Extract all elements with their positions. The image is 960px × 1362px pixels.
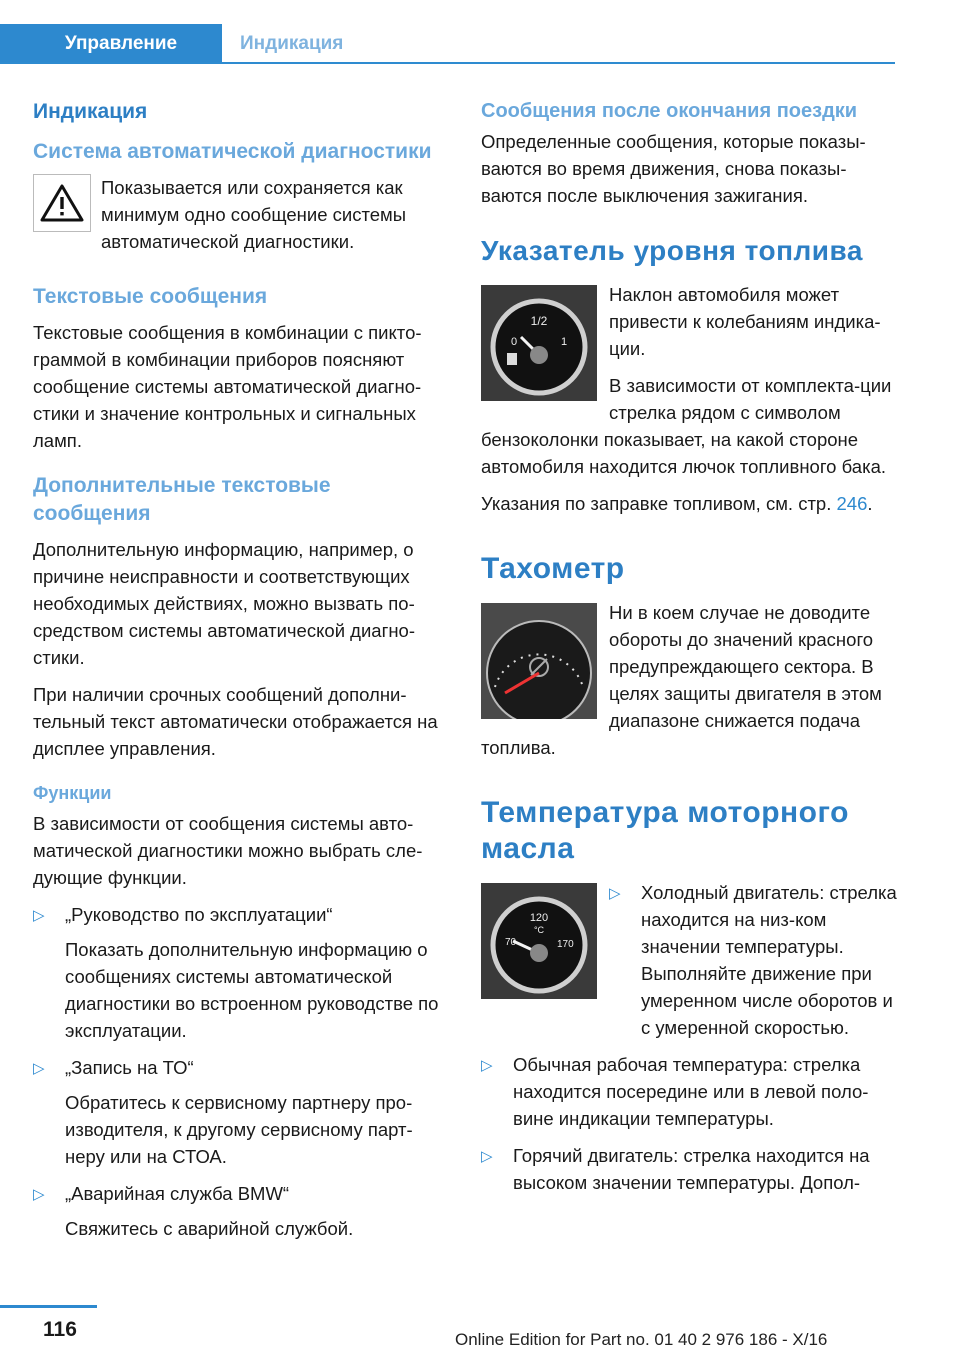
fuel-gauge-image bbox=[481, 285, 597, 401]
list-item bbox=[33, 1180, 449, 1242]
triangle-bullet-icon: ▷ bbox=[481, 1057, 493, 1074]
list-item-label: „Запись на ТО“ bbox=[65, 1057, 194, 1078]
oil-gauge-high-label: 170 bbox=[557, 939, 574, 950]
functions-paragraph: В зависимости от сообщения системы авто-матической диагностики можно выбрать сле-дующие функции. bbox=[33, 813, 423, 888]
extra-messages-paragraph-1: Дополнительную информацию, например, о причине неисправности и соответствующих необходимых действиях, можно вызвать по-средством системы автоматической диагно-стики. bbox=[33, 539, 415, 668]
tab-controls[interactable]: Управление bbox=[0, 24, 222, 64]
fuel-gauge-zero-label: 0 bbox=[511, 336, 518, 348]
tacho-section bbox=[481, 599, 897, 771]
list-item-text: Горячий двигатель: стрелка находится на высоком значении температуры. Допол- bbox=[513, 1145, 870, 1193]
fuel-ref-text: Указания по заправке топливом, см. стр. bbox=[481, 493, 837, 514]
list-item-text: Показать дополнительную информацию о сообщениях системы автоматической диагностики во встроенном руководстве по эксплуатации. bbox=[65, 939, 439, 1041]
list-item-text: Обычная рабочая температура: стрелка находится посередине или в левой поло-вине индикации температуры. bbox=[513, 1054, 869, 1129]
list-item-text: Холодный двигатель: стрелка находится на низ-ком значении температуры. Выполняйте движение при умеренном числе оборотов и с умеренной скоростью. bbox=[641, 882, 897, 1038]
list-item-label: „Аварийная служба BMW“ bbox=[65, 1183, 290, 1204]
text-messages-paragraph: Текстовые сообщения в комбинации с пикто-граммой в комбинации приборов поясняют сообщение системы автоматической диагно-стики и значение контрольных и сигнальных ламп. bbox=[33, 322, 422, 451]
edition-footer: Online Edition for Part no. 01 40 2 976 186 - X/16 bbox=[455, 1330, 828, 1349]
right-column bbox=[481, 98, 897, 1206]
oil-temp-list-cont bbox=[481, 1051, 897, 1196]
fuel-paragraph-1: Наклон автомобиля может привести к колебаниям индика-ции. bbox=[609, 284, 881, 359]
after-trip-title: Сообщения после окончания поездки bbox=[481, 100, 858, 122]
functions-list bbox=[33, 901, 449, 1242]
oil-section bbox=[481, 879, 897, 1051]
diag-title: Система автоматической диагностики bbox=[33, 140, 432, 163]
oil-temp-gauge-image bbox=[481, 883, 597, 999]
tacho-paragraph: Ни в коем случае не доводите обороты до значений красного предупреждающего сектора. В целях защиты двигателя в этом диапазоне снижается подача топлива. bbox=[481, 602, 882, 758]
tacho-title: Тахометр bbox=[481, 552, 625, 585]
tachometer-image bbox=[481, 603, 597, 719]
fuel-paragraph-2: В зависимости от комплекта-ции стрелка рядом с символом бензоколонки показывает, на какой стороне автомобиля находится лючок топливного бака. bbox=[481, 375, 892, 477]
oil-gauge-mid-label: 120 bbox=[529, 912, 549, 924]
footer-divider bbox=[0, 1305, 97, 1308]
list-item bbox=[33, 901, 449, 1044]
fuel-gauge-full-label: 1 bbox=[561, 336, 568, 348]
triangle-bullet-icon: ▷ bbox=[33, 1186, 45, 1203]
fuel-paragraph-3 bbox=[481, 490, 897, 517]
triangle-bullet-icon: ▷ bbox=[609, 885, 621, 902]
left-column bbox=[33, 98, 449, 1252]
oil-gauge-low-label: 70 bbox=[505, 937, 517, 948]
list-item-text: Обратитесь к сервисному партнеру про-изводителя, к другому сервисному парт-неру или на СТОА. bbox=[65, 1092, 413, 1167]
after-trip-paragraph: Определенные сообщения, которые показы-ваются во время движения, снова показы-ваются после выключения зажигания. bbox=[481, 131, 866, 206]
section-title: Индикация bbox=[33, 100, 148, 123]
list-item-text: Свяжитесь с аварийной службой. bbox=[65, 1218, 354, 1239]
warning-triangle-icon bbox=[33, 174, 91, 232]
triangle-bullet-icon: ▷ bbox=[481, 1148, 493, 1165]
page-number: 116 bbox=[43, 1318, 77, 1341]
triangle-bullet-icon: ▷ bbox=[33, 1060, 45, 1077]
fuel-ref-end: . bbox=[867, 493, 873, 514]
list-item bbox=[33, 1054, 449, 1170]
oil-temp-title: Температура моторного масла bbox=[481, 796, 849, 865]
extra-messages-paragraph-2: При наличии срочных сообщений дополни-тельный текст автоматически отображается на дисплее управления. bbox=[33, 684, 438, 759]
header-divider bbox=[0, 62, 895, 64]
functions-title: Функции bbox=[33, 783, 112, 803]
page-ref-link[interactable]: 246 bbox=[836, 493, 868, 514]
fuel-title: Указатель уровня топлива bbox=[481, 235, 863, 266]
list-item bbox=[481, 1142, 897, 1196]
list-item-label: „Руководство по эксплуатации“ bbox=[65, 904, 333, 925]
text-messages-title: Текстовые сообщения bbox=[33, 285, 268, 308]
oil-gauge-unit-label: °C bbox=[533, 925, 545, 935]
fuel-gauge-half-label: 1/2 bbox=[530, 314, 548, 328]
list-item bbox=[481, 1051, 897, 1132]
tab-display[interactable]: Индикация bbox=[240, 33, 344, 54]
extra-messages-title: Дополнительные текстовые сообщения bbox=[33, 474, 331, 525]
fuel-section bbox=[481, 281, 897, 527]
triangle-bullet-icon: ▷ bbox=[33, 907, 45, 924]
warning-box bbox=[33, 174, 449, 255]
warning-text: Показывается или сохраняется как минимум одно сообщение системы автоматической диагностики. bbox=[101, 177, 407, 252]
list-item bbox=[609, 879, 897, 1041]
